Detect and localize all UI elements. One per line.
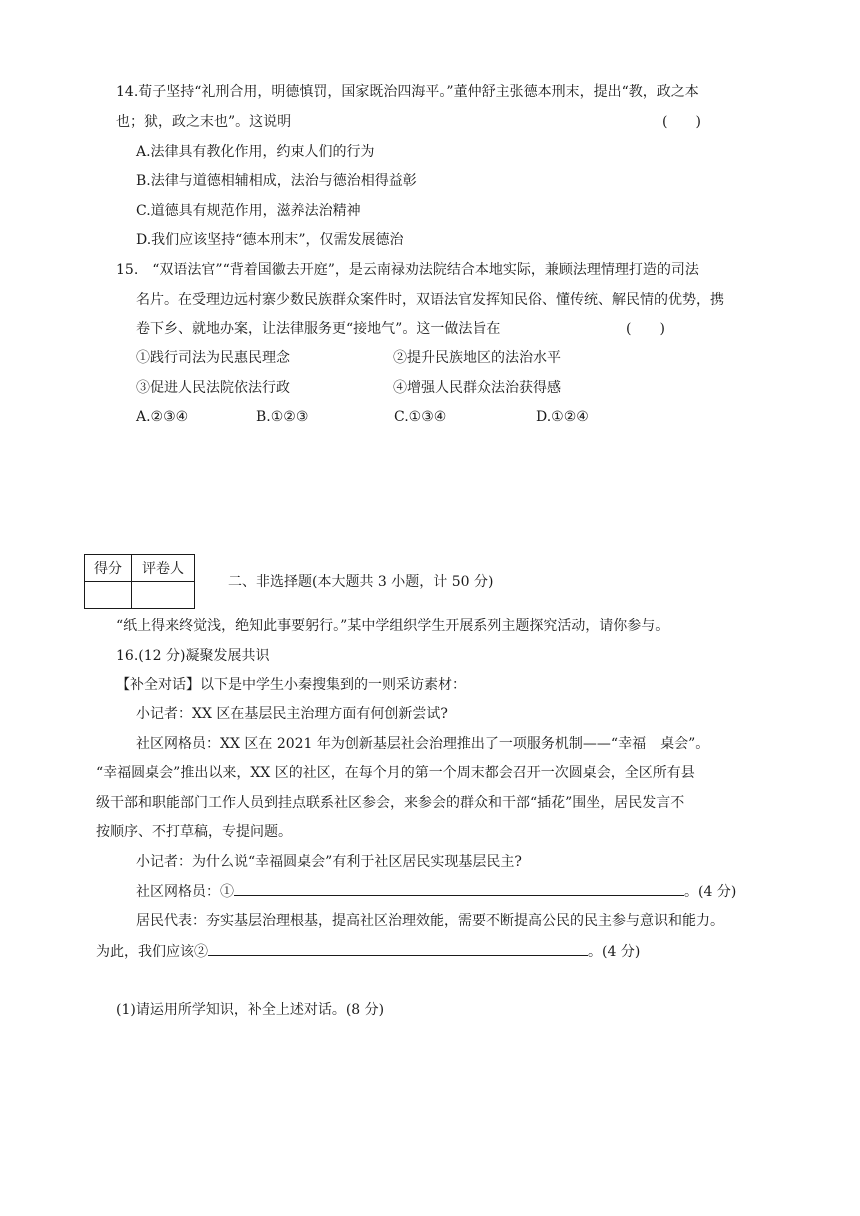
q16-dialogue-5-prefix: 为此，我们应该②	[96, 944, 208, 960]
reviewer-cell[interactable]	[132, 582, 195, 609]
q15-stem-line1: 15. “双语法官”“背着国徽去开庭”，是云南禄劝法院结合本地实际，兼顾法理情理打造的司法	[116, 262, 699, 278]
q14-answer-paren: ( )	[662, 114, 701, 130]
section2-title: 二、非选择题(本大题共 3 小题，计 50 分)	[228, 574, 494, 590]
q15-stem-line3: 卷下乡、就地办案，让法律服务更“接地气”。这一做法旨在	[136, 321, 501, 337]
answer-blank-2[interactable]	[208, 941, 588, 956]
q16-dialogue-4-prefix: 社区网格员：①	[136, 884, 234, 900]
section2-intro: “纸上得来终觉浅，绝知此事要躬行。”某中学组织学生开展系列主题探究活动，请你参与。	[116, 618, 670, 634]
q15-choice-a: A.②③④	[136, 409, 189, 425]
q16-dialogue-3: 小记者：为什么说“幸福圆桌会”有利于社区居民实现基层民主?	[136, 854, 522, 870]
q15-item-3: ③促进人民法院依法行政	[136, 380, 290, 396]
q14-stem-line1: 14.荀子坚持“礼刑合用，明德慎罚，国家既治四海平。”董仲舒主张德本刑末，提出“教，政之本	[116, 84, 699, 100]
q16-title: 16.(12 分)凝聚发展共识	[116, 648, 270, 664]
q16-dialogue-2-line3: 级干部和职能部门工作人员到挂点联系社区参会，来参会的群众和干部“插花”围坐，居民发言不	[96, 795, 685, 811]
q16-dialogue-5-suffix: 。(4 分)	[588, 944, 641, 960]
q14-option-c: C.道德具有规范作用，滋养法治精神	[136, 203, 361, 219]
q16-dialogue-5-line2	[96, 941, 640, 962]
q16-dialogue-4-suffix: 。(4 分)	[684, 884, 737, 900]
q16-dialogue-1: 小记者：XX 区在基层民主治理方面有何创新尝试?	[136, 706, 448, 722]
reviewer-header: 评卷人	[132, 555, 195, 582]
q14-option-a: A.法律具有教化作用，约束人们的行为	[136, 144, 375, 160]
q14-option-d: D.我们应该坚持“德本刑末”，仅需发展德治	[136, 232, 404, 248]
q15-choice-b: B.①②③	[256, 409, 309, 425]
score-cell[interactable]	[85, 582, 132, 609]
q15-item-2: ②提升民族地区的法治水平	[393, 350, 561, 366]
q15-answer-paren: ( )	[626, 321, 665, 337]
score-header: 得分	[85, 555, 132, 582]
q14-option-b: B.法律与道德相辅相成，法治与德治相得益彰	[136, 173, 417, 189]
q16-dialogue-2-line1: 社区网格员：XX 区在 2021 年为创新基层社会治理推出了一项服务机制——“幸福 桌会”。	[136, 736, 710, 752]
answer-blank-1[interactable]	[234, 881, 684, 896]
q15-item-4: ④增强人民群众法治获得感	[393, 380, 561, 396]
score-table	[84, 554, 195, 609]
q16-dialogue-5-line1: 居民代表：夯实基层治理根基，提高社区治理效能，需要不断提高公民的民主参与意识和能力。	[136, 913, 724, 929]
q16-material-head: 【补全对话】以下是中学生小秦搜集到的一则采访素材：	[116, 677, 466, 693]
q16-dialogue-2-line2: “幸福圆桌会”推出以来，XX 区的社区，在每个月的第一个周末都会召开一次圆桌会，全区所有县	[96, 765, 695, 781]
q15-item-1: ①践行司法为民惠民理念	[136, 350, 290, 366]
q16-dialogue-2-line4: 按顺序、不打草稿，专提问题。	[96, 824, 292, 840]
q14-stem-line2: 也；狱，政之末也”。这说明	[116, 114, 292, 130]
q16-dialogue-4	[136, 881, 736, 902]
q15-choice-c: C.①③④	[394, 409, 447, 425]
q15-choice-d: D.①②④	[536, 409, 589, 425]
q16-sub-question-1: (1)请运用所学知识，补全上述对话。(8 分)	[116, 1002, 385, 1018]
q15-stem-line2: 名片。在受理边远村寨少数民族群众案件时，双语法官发挥知民俗、懂传统、解民情的优势，携	[136, 292, 724, 308]
